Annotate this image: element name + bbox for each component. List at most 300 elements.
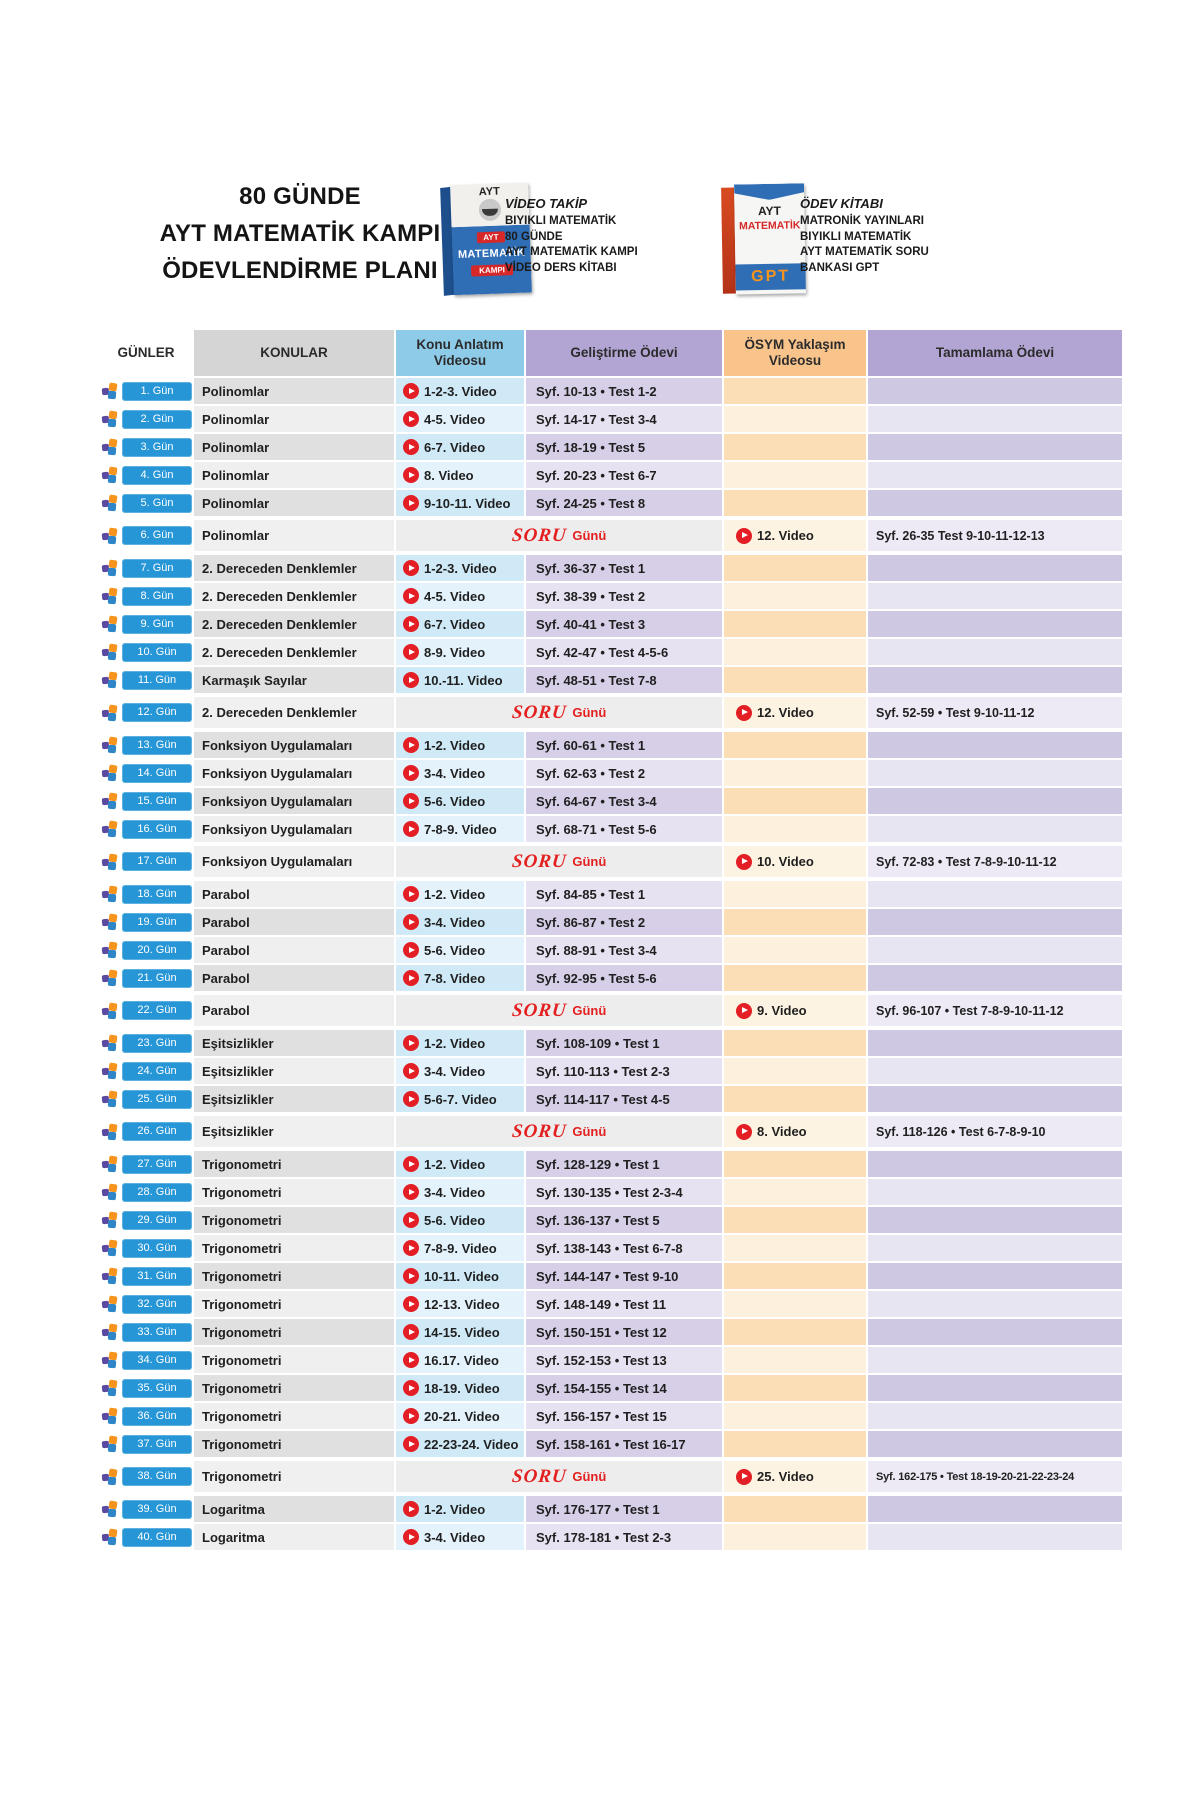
- title-line-3: ÖDEVLENDİRME PLANI: [162, 257, 438, 284]
- day-cell: [100, 881, 192, 907]
- table-row: [100, 909, 1112, 935]
- book1-top-label: AYT: [478, 185, 501, 199]
- video-cell: [396, 583, 524, 609]
- completion-cell: [868, 937, 1122, 963]
- play-icon[interactable]: [403, 1240, 419, 1256]
- video-cell: [396, 1235, 524, 1261]
- completion-cell: [868, 434, 1122, 460]
- homework-cell: Syf. 60-61 • Test 1: [526, 732, 722, 758]
- topic-cell: Trigonometri: [194, 1319, 394, 1345]
- play-triangle: [409, 770, 415, 776]
- video-label: 7-8-9. Video: [424, 1240, 497, 1256]
- play-icon[interactable]: [736, 1124, 752, 1140]
- topic-cell: Trigonometri: [194, 1461, 394, 1492]
- play-icon[interactable]: [403, 411, 419, 427]
- video-cell: [396, 1319, 524, 1345]
- topic-cell: Polinomlar: [194, 406, 394, 432]
- day-cell: [100, 1375, 192, 1401]
- video-cell: [396, 639, 524, 665]
- topic-cell: Parabol: [194, 937, 394, 963]
- video-cell: [396, 667, 524, 693]
- day-cell: [100, 1030, 192, 1056]
- video-cell: [396, 788, 524, 814]
- video-cell: [396, 1058, 524, 1084]
- logo-square: [108, 447, 117, 456]
- play-triangle: [409, 593, 415, 599]
- logo-square: [108, 1537, 117, 1546]
- osym-video-cell: [724, 462, 866, 488]
- day-cell: [100, 1086, 192, 1112]
- video-takip-heading: VİDEO TAKİP: [505, 196, 588, 211]
- table-row: [100, 1207, 1112, 1233]
- play-triangle: [409, 1068, 415, 1074]
- column-header-gelistirme: Geliştirme Ödevi: [526, 330, 722, 376]
- topic-cell: Trigonometri: [194, 1431, 394, 1457]
- video-cell: [396, 611, 524, 637]
- topic-cell: 2. Dereceden Denklemler: [194, 583, 394, 609]
- day-cell: [100, 788, 192, 814]
- logo-square: [108, 829, 117, 838]
- osym-video-cell: [724, 1496, 866, 1522]
- video-label: 7-8-9. Video: [424, 821, 497, 837]
- play-icon[interactable]: [403, 1156, 419, 1172]
- play-icon[interactable]: [403, 616, 419, 632]
- logo-square: [108, 503, 117, 512]
- day-badge: 8. Gün: [122, 587, 192, 606]
- video-cell: [396, 1524, 524, 1550]
- day-cell: [100, 995, 192, 1026]
- brand-logo-icon: [102, 854, 118, 870]
- table-row: [100, 667, 1112, 693]
- video-label: 8. Video: [757, 1124, 807, 1139]
- soru-label: SORU: [510, 1120, 568, 1142]
- video-cell: [396, 1347, 524, 1373]
- day-cell: [100, 490, 192, 516]
- table-body: [100, 378, 1112, 1550]
- logo-square: [108, 704, 117, 713]
- osym-video-cell: [724, 520, 866, 551]
- completion-cell: [868, 965, 1122, 991]
- logo-square: [108, 1416, 117, 1425]
- video-takip-info: [505, 196, 638, 276]
- day-badge: 39. Gün: [122, 1500, 192, 1519]
- play-icon[interactable]: [403, 886, 419, 902]
- video-label: 9-10-11. Video: [424, 495, 511, 511]
- day-badge: 5. Gün: [122, 494, 192, 513]
- day-badge: 25. Gün: [122, 1090, 192, 1109]
- day-badge: 17. Gün: [122, 852, 192, 871]
- video-cell: [396, 1431, 524, 1457]
- osym-video-cell: [724, 1235, 866, 1261]
- play-icon[interactable]: [403, 495, 419, 511]
- brand-logo-icon: [102, 528, 118, 544]
- play-icon[interactable]: [403, 1035, 419, 1051]
- day-badge: 11. Gün: [122, 671, 192, 690]
- completion-cell: [868, 909, 1122, 935]
- table-row: [100, 639, 1112, 665]
- play-icon[interactable]: [403, 1501, 419, 1517]
- day-cell: [100, 1151, 192, 1177]
- brand-logo-icon: [102, 588, 118, 604]
- table-row: [100, 1235, 1112, 1261]
- day-badge: 29. Gün: [122, 1211, 192, 1230]
- play-icon[interactable]: [403, 588, 419, 604]
- osym-video-cell: [724, 760, 866, 786]
- video-cell: [396, 732, 524, 758]
- osym-video-cell: [724, 881, 866, 907]
- topic-cell: Polinomlar: [194, 490, 394, 516]
- day-cell: [100, 937, 192, 963]
- play-triangle: [409, 649, 415, 655]
- play-icon[interactable]: [736, 1003, 752, 1019]
- homework-cell: Syf. 150-151 • Test 12: [526, 1319, 722, 1345]
- video-label: 6-7. Video: [424, 616, 486, 632]
- topic-cell: Polinomlar: [194, 434, 394, 460]
- topic-cell: Eşitsizlikler: [194, 1086, 394, 1112]
- completion-cell: [868, 816, 1122, 842]
- video-cell: [396, 1086, 524, 1112]
- soru-day-cell: [396, 995, 722, 1026]
- day-badge: 16. Gün: [122, 820, 192, 839]
- play-icon[interactable]: [403, 942, 419, 958]
- day-badge: 27. Gün: [122, 1155, 192, 1174]
- table-row: [100, 1116, 1112, 1147]
- play-icon[interactable]: [403, 560, 419, 576]
- logo-square: [108, 1360, 117, 1369]
- video-label: 10.-11. Video: [424, 672, 503, 688]
- homework-cell: Syf. 138-143 • Test 6-7-8: [526, 1235, 722, 1261]
- play-icon[interactable]: [403, 467, 419, 483]
- play-icon[interactable]: [403, 1296, 419, 1312]
- video-label: 8. Video: [424, 467, 474, 483]
- completion-cell: [868, 1058, 1122, 1084]
- day-badge: 2. Gün: [122, 410, 192, 429]
- brand-logo-icon: [102, 616, 118, 632]
- brand-logo-icon: [102, 1240, 118, 1256]
- osym-video-cell: [724, 1116, 866, 1147]
- brand-logo-icon: [102, 793, 118, 809]
- osym-video-cell: [724, 1431, 866, 1457]
- day-cell: [100, 434, 192, 460]
- day-cell: [100, 1291, 192, 1317]
- logo-square: [108, 712, 117, 721]
- completion-cell: [868, 1291, 1122, 1317]
- day-badge: 18. Gün: [122, 885, 192, 904]
- table-row: [100, 1151, 1112, 1177]
- video-label: 3-4. Video: [424, 914, 486, 930]
- play-icon[interactable]: [403, 914, 419, 930]
- day-badge: 12. Gün: [122, 703, 192, 722]
- video-label: 3-4. Video: [424, 1529, 486, 1545]
- osym-video-cell: [724, 816, 866, 842]
- play-icon[interactable]: [403, 1324, 419, 1340]
- video-label: 9. Video: [757, 1003, 807, 1018]
- day-badge: 10. Gün: [122, 643, 192, 662]
- topic-cell: Polinomlar: [194, 520, 394, 551]
- osym-video-cell: [724, 1347, 866, 1373]
- play-icon[interactable]: [403, 439, 419, 455]
- video-label: 12-13. Video: [424, 1296, 500, 1312]
- table-row: [100, 965, 1112, 991]
- play-icon[interactable]: [403, 672, 419, 688]
- video-cell: [396, 1263, 524, 1289]
- play-icon[interactable]: [403, 1352, 419, 1368]
- play-icon[interactable]: [736, 705, 752, 721]
- video-takip-line: 80 GÜNDE: [505, 230, 563, 243]
- video-label: 16.17. Video: [424, 1352, 499, 1368]
- play-triangle: [409, 621, 415, 627]
- video-cell: [396, 1030, 524, 1056]
- table-row: [100, 1496, 1112, 1522]
- book1-band: KAMPI: [471, 264, 513, 276]
- osym-video-cell: [724, 667, 866, 693]
- video-cell: [396, 937, 524, 963]
- brand-logo-icon: [102, 1091, 118, 1107]
- brand-logo-icon: [102, 1408, 118, 1424]
- video-label: 12. Video: [757, 705, 814, 720]
- completion-cell: [868, 1403, 1122, 1429]
- day-badge: 7. Gün: [122, 559, 192, 578]
- homework-cell: Syf. 24-25 • Test 8: [526, 490, 722, 516]
- brand-logo-icon: [102, 1380, 118, 1396]
- topic-cell: Trigonometri: [194, 1235, 394, 1261]
- book2-front: [734, 183, 806, 294]
- topic-cell: Polinomlar: [194, 378, 394, 404]
- brand-logo-icon: [102, 914, 118, 930]
- day-badge: 20. Gün: [122, 941, 192, 960]
- osym-video-cell: [724, 583, 866, 609]
- play-icon[interactable]: [736, 854, 752, 870]
- brand-logo-icon: [102, 439, 118, 455]
- play-icon[interactable]: [403, 644, 419, 660]
- day-cell: [100, 520, 192, 551]
- osym-video-cell: [724, 1207, 866, 1233]
- topic-cell: Fonksiyon Uygulamaları: [194, 846, 394, 877]
- gunu-label: Günü: [572, 854, 607, 869]
- soru-label: SORU: [510, 999, 568, 1021]
- play-triangle: [409, 677, 415, 683]
- play-triangle: [742, 1007, 748, 1013]
- table-row: [100, 1291, 1112, 1317]
- odev-kitabi-line: BIYIKLI MATEMATİK: [800, 230, 912, 243]
- play-icon[interactable]: [403, 1268, 419, 1284]
- logo-square: [108, 1220, 117, 1229]
- osym-video-cell: [724, 490, 866, 516]
- logo-square: [108, 419, 117, 428]
- logo-square: [108, 624, 117, 633]
- play-icon[interactable]: [403, 821, 419, 837]
- video-takip-line: BIYIKLI MATEMATİK: [505, 215, 617, 227]
- osym-video-cell: [724, 611, 866, 637]
- homework-cell: Syf. 130-135 • Test 2-3-4: [526, 1179, 722, 1205]
- play-icon[interactable]: [403, 970, 419, 986]
- table-row: [100, 1347, 1112, 1373]
- homework-cell: Syf. 152-153 • Test 13: [526, 1347, 722, 1373]
- play-triangle: [409, 1441, 415, 1447]
- topic-cell: Trigonometri: [194, 1207, 394, 1233]
- homework-cell: Syf. 156-157 • Test 15: [526, 1403, 722, 1429]
- play-icon[interactable]: [736, 1469, 752, 1485]
- play-triangle: [409, 1534, 415, 1540]
- logo-square: [108, 475, 117, 484]
- book2-gpt-label: GPT: [751, 267, 791, 286]
- soru-label: SORU: [510, 1465, 568, 1487]
- play-icon[interactable]: [403, 1529, 419, 1545]
- logo-square: [108, 745, 117, 754]
- completion-cell: [868, 639, 1122, 665]
- play-triangle: [409, 1096, 415, 1102]
- video-label: 5-6. Video: [424, 942, 486, 958]
- homework-cell: Syf. 158-161 • Test 16-17: [526, 1431, 722, 1457]
- play-triangle: [409, 919, 415, 925]
- video-takip-line: VİDEO DERS KİTABI: [505, 261, 617, 274]
- book1-badge: AYT: [477, 231, 505, 243]
- topic-cell: Trigonometri: [194, 1263, 394, 1289]
- play-icon[interactable]: [403, 793, 419, 809]
- table-row: [100, 378, 1112, 404]
- table-row: [100, 788, 1112, 814]
- homework-cell: Syf. 84-85 • Test 1: [526, 881, 722, 907]
- brand-logo-icon: [102, 1324, 118, 1340]
- osym-video-cell: [724, 1086, 866, 1112]
- homework-cell: Syf. 176-177 • Test 1: [526, 1496, 722, 1522]
- topic-cell: Trigonometri: [194, 1347, 394, 1373]
- logo-square: [108, 1071, 117, 1080]
- brand-logo-icon: [102, 1296, 118, 1312]
- play-icon[interactable]: [403, 1063, 419, 1079]
- homework-cell: Syf. 38-39 • Test 2: [526, 583, 722, 609]
- column-header-konu-video: Konu Anlatım Videosu: [396, 330, 524, 376]
- play-icon[interactable]: [403, 1380, 419, 1396]
- day-cell: [100, 697, 192, 728]
- homework-cell: Syf. 144-147 • Test 9-10: [526, 1263, 722, 1289]
- logo-square: [108, 978, 117, 987]
- topic-cell: Logaritma: [194, 1496, 394, 1522]
- completion-cell: [868, 788, 1122, 814]
- day-badge: 31. Gün: [122, 1267, 192, 1286]
- video-label: 1-2. Video: [424, 886, 486, 902]
- osym-video-cell: [724, 732, 866, 758]
- table-row: [100, 1403, 1112, 1429]
- homework-cell: Syf. 36-37 • Test 1: [526, 555, 722, 581]
- play-triangle: [409, 416, 415, 422]
- table-row: [100, 732, 1112, 758]
- play-icon[interactable]: [736, 528, 752, 544]
- play-icon[interactable]: [403, 765, 419, 781]
- day-cell: [100, 1058, 192, 1084]
- day-badge: 13. Gün: [122, 736, 192, 755]
- table-row: [100, 881, 1112, 907]
- play-icon[interactable]: [403, 1184, 419, 1200]
- logo-square: [108, 568, 117, 577]
- day-badge: 40. Gün: [122, 1528, 192, 1547]
- osym-video-cell: [724, 1179, 866, 1205]
- completion-cell: [868, 1235, 1122, 1261]
- homework-cell: Syf. 40-41 • Test 3: [526, 611, 722, 637]
- video-cell: [396, 434, 524, 460]
- osym-video-cell: [724, 406, 866, 432]
- day-cell: [100, 639, 192, 665]
- homework-cell: Syf. 108-109 • Test 1: [526, 1030, 722, 1056]
- day-badge: 1. Gün: [122, 382, 192, 401]
- video-label: 8-9. Video: [424, 644, 486, 660]
- video-cell: [396, 816, 524, 842]
- homework-cell: Syf. 62-63 • Test 2: [526, 760, 722, 786]
- gunu-label: Günü: [572, 705, 607, 720]
- logo-square: [108, 535, 117, 544]
- play-icon[interactable]: [403, 737, 419, 753]
- logo-square: [108, 801, 117, 810]
- brand-logo-icon: [102, 970, 118, 986]
- day-badge: 15. Gün: [122, 792, 192, 811]
- odev-kitabi-info: [800, 196, 929, 276]
- brand-logo-icon: [102, 1212, 118, 1228]
- homework-cell: Syf. 18-19 • Test 5: [526, 434, 722, 460]
- topic-cell: Trigonometri: [194, 1375, 394, 1401]
- table-header-row: [100, 330, 1112, 376]
- gunu-label: Günü: [572, 1003, 607, 1018]
- homework-cell: Syf. 68-71 • Test 5-6: [526, 816, 722, 842]
- brand-logo-icon: [102, 705, 118, 721]
- day-cell: [100, 1524, 192, 1550]
- brand-logo-icon: [102, 1436, 118, 1452]
- play-triangle: [409, 947, 415, 953]
- day-badge: 6. Gün: [122, 526, 192, 545]
- play-icon[interactable]: [403, 383, 419, 399]
- video-label: 4-5. Video: [424, 411, 486, 427]
- video-takip-line: AYT MATEMATİK KAMPI: [505, 246, 638, 258]
- play-triangle: [409, 565, 415, 571]
- homework-cell: Syf. 86-87 • Test 2: [526, 909, 722, 935]
- column-header-osym: ÖSYM Yaklaşım Videosu: [724, 330, 866, 376]
- video-label: 3-4. Video: [424, 765, 486, 781]
- video-cell: [396, 1496, 524, 1522]
- day-badge: 30. Gün: [122, 1239, 192, 1258]
- play-icon[interactable]: [403, 1091, 419, 1107]
- logo-square: [108, 652, 117, 661]
- osym-video-cell: [724, 1375, 866, 1401]
- topic-cell: Fonksiyon Uygulamaları: [194, 760, 394, 786]
- brand-logo-icon: [102, 560, 118, 576]
- table-row: [100, 611, 1112, 637]
- osym-video-cell: [724, 909, 866, 935]
- logo-square: [108, 1509, 117, 1518]
- table-row: [100, 1030, 1112, 1056]
- osym-video-cell: [724, 1524, 866, 1550]
- play-icon[interactable]: [403, 1212, 419, 1228]
- table-row: [100, 1263, 1112, 1289]
- play-triangle: [409, 1273, 415, 1279]
- play-triangle: [742, 1473, 748, 1479]
- play-icon[interactable]: [403, 1436, 419, 1452]
- brand-logo-icon: [102, 672, 118, 688]
- play-triangle: [742, 858, 748, 864]
- day-cell: [100, 1347, 192, 1373]
- osym-video-cell: [724, 639, 866, 665]
- gunu-label: Günü: [572, 528, 607, 543]
- brand-logo-icon: [102, 1003, 118, 1019]
- topic-cell: Fonksiyon Uygulamaları: [194, 816, 394, 842]
- play-icon[interactable]: [403, 1408, 419, 1424]
- video-label: 4-5. Video: [424, 588, 486, 604]
- mustache-mascot-icon: [479, 198, 502, 221]
- topic-cell: Parabol: [194, 881, 394, 907]
- completion-cell: [868, 1347, 1122, 1373]
- day-cell: [100, 555, 192, 581]
- logo-square: [108, 861, 117, 870]
- video-label: 22-23-24. Video: [424, 1436, 519, 1452]
- day-badge: 38. Gün: [122, 1467, 192, 1486]
